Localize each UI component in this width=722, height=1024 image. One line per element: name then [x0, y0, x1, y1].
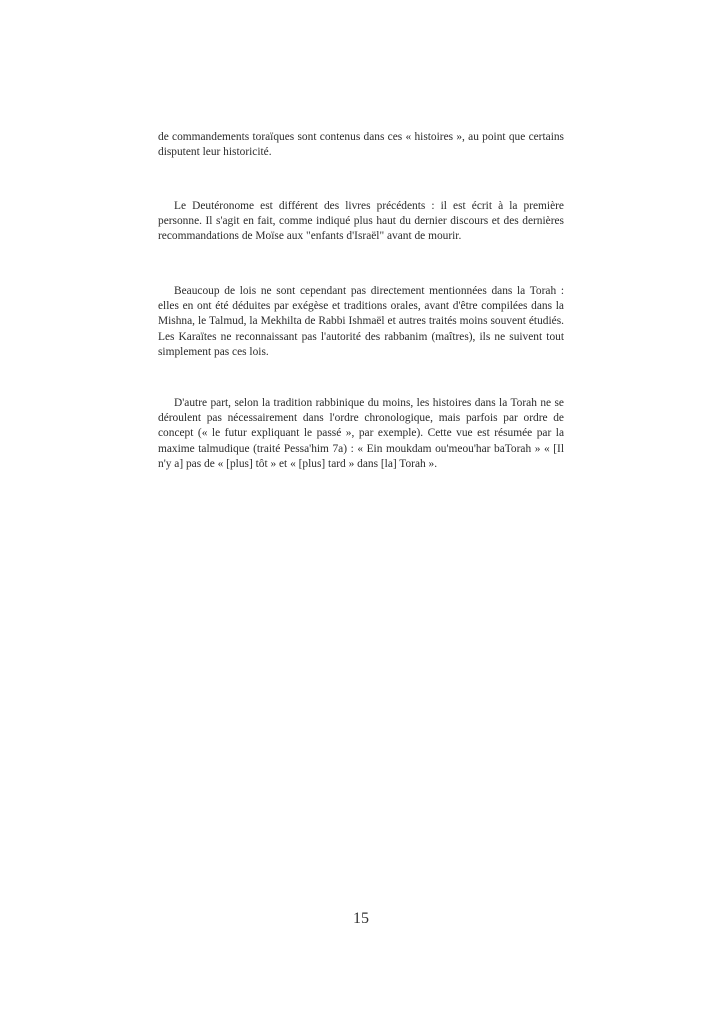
page-number: 15 [353, 910, 369, 927]
paragraph-continuation: de commandements toraïques sont contenus dans ces « histoires », au point que certains disputent leur historicité. [158, 131, 564, 159]
paragraph-deuteronome: Le Deutéronome est différent des livres précédents : il est écrit à la première personne. Il s'agit en fait, comme indiqué plus haut du dernier discours et des dernières recommandations de Moïse aux "enfants d'Israël" avant de mourir. [158, 200, 564, 243]
paragraph-lois-orales: Beaucoup de lois ne sont cependant pas directement mentionnées dans la Torah : elles en ont été déduites par exégèse et traditions orales, avant d'être compilées dans la Mishna, le Talmud, la Mekhilta de Rabbi Ishmaël et autres traités moins souvent étudiés. Les Karaïtes ne reconnaissant pas l'autorité des rabbanim (maîtres), ils ne suivent tout simplement pas ces lois. [158, 285, 564, 358]
paragraph-ordre-chronologique: D'autre part, selon la tradition rabbinique du moins, les histoires dans la Torah ne se déroulent pas nécessairement dans l'ordre chronologique, mais parfois par ordre de concept (« le futur expliquant le passé », par exemple). Cette vue est résumée par la maxime talmudique (traité Pessa'him 7a) : « Ein moukdam ou'meou'har baTorah » « [Il n'y a] pas de « [plus] tôt » et « [plus] tard » dans [la] Torah ». [158, 397, 564, 470]
